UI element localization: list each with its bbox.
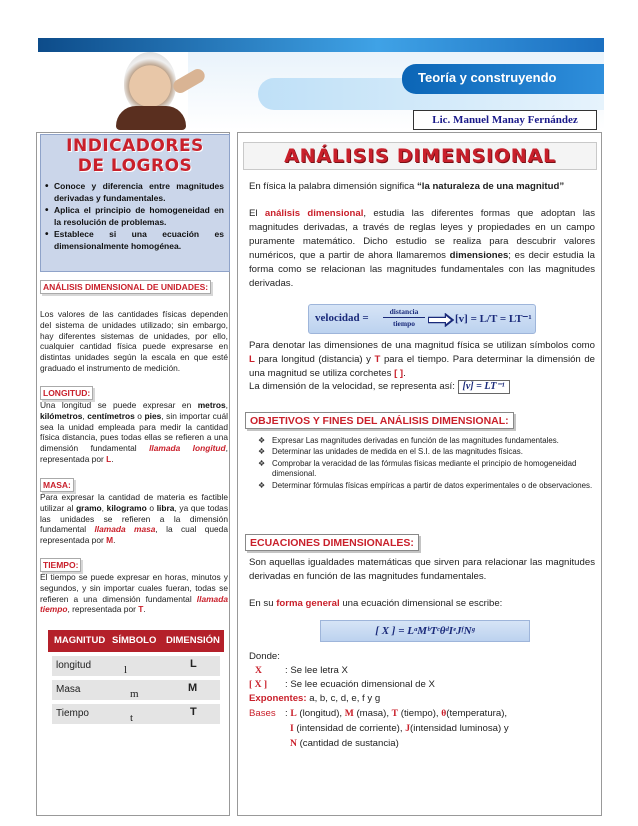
portrait-face	[124, 52, 176, 114]
definition-line: X : Se lee letra X	[255, 665, 348, 676]
table-header-cell: DIMENSIÓN	[166, 635, 220, 646]
implies-arrow-icon	[428, 313, 454, 327]
list-item: ❖ Determinar fórmulas físicas empíricas a partir de datos experimentales o de observaciones.	[258, 481, 594, 491]
bases-line-2: I (intensidad de corriente), J(intensidad luminosa) y	[290, 723, 509, 734]
unidades-paragraph: Los valores de las cantidades físicas dependen del sistema de unidades utilizado; sin embargo, hay diferentes sistemas de unidades, por ello, cualquier cantidad física puede expresarse en distintas unidades según la escala en que esté graduado el instrumento de medición.	[40, 309, 228, 373]
donde-label: Donde:	[249, 651, 280, 662]
list-item: • Conoce y diferencia entre magnitudes derivadas y fundamentales.	[44, 181, 224, 204]
objetivos-list	[258, 436, 594, 492]
table-cell-simbolo: l	[124, 664, 128, 676]
ecuaciones-paragraph: Son aquellas igualdades matemáticas que sirven para relacionar las magnitudes derivadas en función de las magnitudes fundamentales.	[249, 557, 595, 582]
portrait-body	[116, 106, 186, 130]
table-cell-dimension: M	[188, 682, 198, 694]
banner-ribbon	[402, 64, 604, 94]
table-row	[52, 680, 220, 700]
list-item: ❖ Comprobar la veracidad de las fórmulas físicas mediante el principio de homogeneidad dimensional.	[258, 459, 594, 480]
tiempo-paragraph: El tiempo se puede expresar en horas, minutos y segundos, y sin importar cuales fueran, todas se refieren a una dimensión fundamental llamada tiempo, representada por T.	[40, 572, 228, 615]
list-item: • Aplica el principio de homogeneidad en la resolución de problemas.	[44, 205, 224, 228]
formula-rhs: [v] = L/T = LT⁻¹	[455, 313, 532, 325]
banner-tagline: Teoría y construyendo	[418, 70, 557, 85]
table-cell-dimension: L	[190, 658, 197, 670]
table-cell-magnitud: Tiempo	[56, 708, 89, 719]
velocity-dimension-line: La dimensión de la velocidad, se representa así: [v] = LT⁻¹	[249, 380, 595, 394]
velocity-formula	[308, 304, 536, 334]
longitud-paragraph: Una longitud se puede expresar en metros, kilómetros, centímetros o pies, sin importar cuál sea la unidad empleada para medir la cantidad física distancia, pues todas ellas se refieren a una dimensión fundamental llamada longitud, representada por L.	[40, 400, 229, 464]
indicadores-title-line1: INDICADORES	[66, 136, 204, 156]
table-cell-magnitud: longitud	[56, 660, 92, 671]
table-row	[52, 704, 220, 724]
notation-paragraph: Para denotar las dimensiones de una magnitud física se utilizan símbolos como L para longitud (distancia) y T para el tiempo. Para determinar la dimensión de una magnitud se utiliza corchetes [ ].	[249, 340, 595, 379]
masa-paragraph: Para expresar la cantidad de materia es factible utilizar al gramo, kilogramo o libra, ya que todas las unidades se refieren a la dimensión fundamental llamada masa, la cual queda representada por M.	[40, 492, 229, 546]
section-label-masa: MASA:	[40, 478, 74, 492]
table-cell-simbolo: t	[130, 712, 134, 724]
table-header	[48, 630, 224, 652]
definition-paragraph: El análisis dimensional, estudia las diferentes formas que adoptan las magnitudes derivadas, a través de reglas leyes y propiedades en un campo puramente matemático. Dicho estudio se realiza para descubrir valores numéricos, que a partir de ahora llamaremos dimensiones; es decir estudia la forma como se relacionan las magnitudes fundamentales con las magnitudes derivadas.	[249, 208, 595, 289]
formula-lhs: velocidad =	[315, 312, 369, 324]
velocity-dimension-box: [v] = LT⁻¹	[458, 380, 510, 394]
section-heading-ecuaciones: ECUACIONES DIMENSIONALES:	[245, 534, 419, 551]
formula-fraction	[383, 307, 425, 328]
fraction-denominator: tiempo	[392, 319, 416, 328]
fraction-numerator: distancia	[383, 307, 425, 318]
bases-line-3: N (cantidad de sustancia)	[290, 738, 399, 749]
list-item: ❖ Expresar Las magnitudes derivadas en función de las magnitudes fundamentales.	[258, 436, 594, 446]
forma-general-line: En su forma general una ecuación dimensional se escribe:	[249, 598, 503, 609]
table-header-cell: MAGNITUD	[54, 635, 106, 646]
table-cell-magnitud: Masa	[56, 684, 81, 695]
definition-line: [ X ] : Se lee ecuación dimensional de X	[249, 679, 435, 690]
indicadores-list	[44, 181, 224, 253]
general-dimensional-formula: [ X ] = LᵃMᵇTᶜθᵈIᵉJᶠNᵍ	[320, 620, 530, 642]
section-label-tiempo: TIEMPO:	[40, 558, 81, 572]
intro-paragraph: En física la palabra dimensión significa “la naturaleza de una magnitud”	[249, 181, 565, 192]
magnitudes-table	[48, 630, 224, 726]
table-cell-dimension: T	[190, 706, 197, 718]
list-item: • Establece si una ecuación es dimensionalmente homogénea.	[44, 229, 224, 252]
author-box: Lic. Manuel Manay Fernández	[413, 110, 597, 130]
table-cell-simbolo: m	[130, 688, 139, 700]
section-label-longitud: LONGITUD:	[40, 386, 93, 400]
exponentes-line: Exponentes: a, b, c, d, e, f y g	[249, 693, 381, 704]
indicadores-title	[44, 136, 226, 176]
bases-line-1: Bases : L (longitud), M (masa), T (tiempo), θ(temperatura),	[249, 708, 508, 719]
portrait-hand	[171, 66, 207, 95]
list-item: ❖ Determinar las unidades de medida en el S.I. de las magnitudes físicas.	[258, 447, 594, 457]
indicadores-title-line2: DE LOGROS	[77, 156, 193, 176]
page-title: ANÁLISIS DIMENSIONAL	[243, 142, 597, 170]
table-header-cell: SÍMBOLO	[112, 635, 157, 646]
section-heading-objetivos: OBJETIVOS Y FINES DEL ANÁLISIS DIMENSIONAL:	[245, 412, 514, 429]
section-label-unidades: ANÁLISIS DIMENSIONAL DE UNIDADES:	[40, 280, 211, 294]
table-row	[52, 656, 220, 676]
scientist-portrait	[102, 44, 206, 130]
